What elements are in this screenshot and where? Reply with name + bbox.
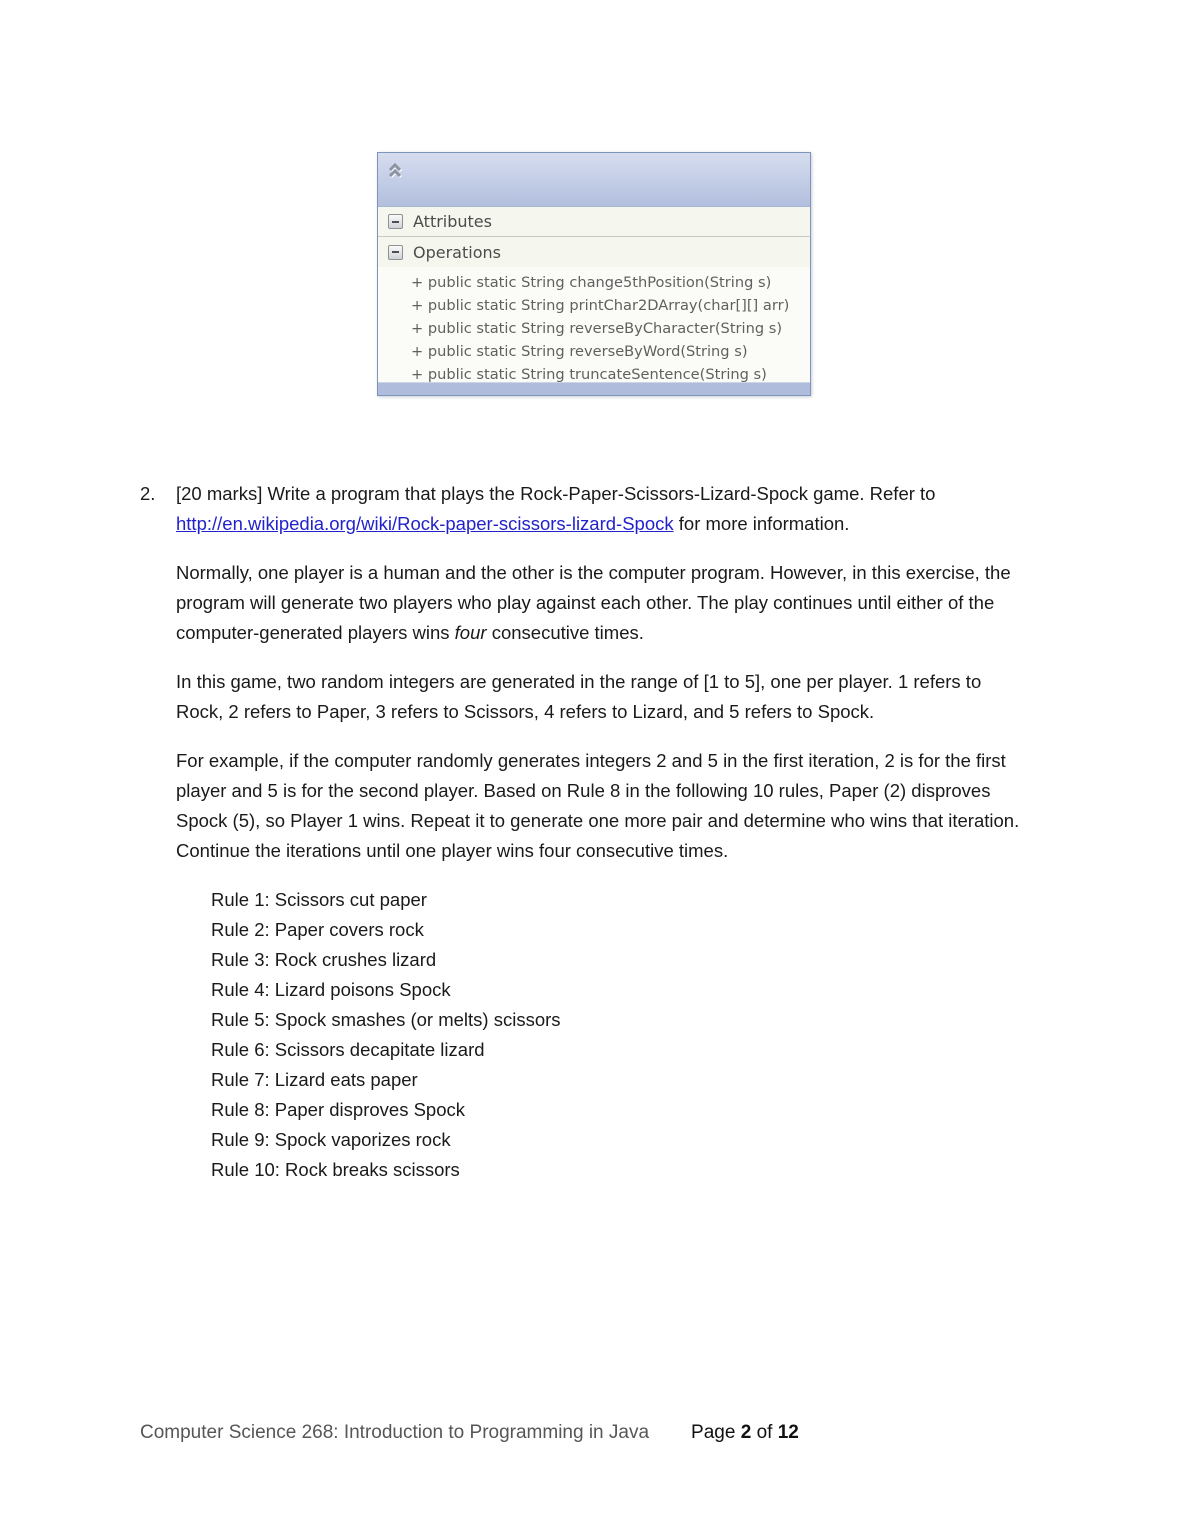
attributes-section-label: Attributes: [413, 212, 492, 231]
rule-item: Rule 3: Rock crushes lizard: [211, 949, 437, 970]
uml-bottom-strip: [378, 382, 810, 395]
uml-section-operations: [378, 237, 810, 267]
minus-box-icon[interactable]: [388, 245, 403, 260]
question-intro-paragraph: [176, 479, 1032, 539]
paragraph-players: [176, 558, 1032, 648]
rule-item: Rule 6: Scissors decapitate lizard: [211, 1039, 485, 1060]
paragraph-game-description: In this game, two random integers are generated in the range of [1 to 5], one per player. 1 refers to Rock, 2 refers to Paper, 3 refers to Scissors, 4 refers to Lizard, and 5 refers to Spock.: [176, 671, 982, 722]
paragraph-example: For example, if the computer randomly generates integers 2 and 5 in the first iteration, 2 is for the first player and 5 is for the second player. Based on Rule 8 in the following 10 rules, Paper (2) disproves Spock (5), so Player 1 wins. Repeat it to generate one more pair and determine who wins that iteration. Continue the iterations until one player wins four consecutive times.: [176, 750, 1020, 861]
footer-page-number: 2: [740, 1422, 752, 1443]
wikipedia-link[interactable]: http://en.wikipedia.org/wiki/Rock-paper-scissors-lizard-Spock: [176, 513, 674, 534]
rule-item: Rule 4: Lizard poisons Spock: [211, 979, 451, 1000]
uml-operations-list: [378, 267, 810, 382]
uml-operation: + public static String change5thPosition(String s): [411, 274, 772, 291]
rule-item: Rule 8: Paper disproves Spock: [211, 1099, 465, 1120]
footer-page-info: [691, 1420, 799, 1446]
uml-operation: + public static String printChar2DArray(char[][] arr): [411, 297, 790, 314]
rule-item: Rule 9: Spock vaporizes rock: [211, 1129, 451, 1150]
uml-operation: + public static String truncateSentence(String s): [411, 366, 767, 382]
uml-panel-header: [378, 153, 810, 207]
footer-course-title: Computer Science 268: Introduction to Programming in Java: [140, 1422, 650, 1443]
rule-item: Rule 5: Spock smashes (or melts) scissors: [211, 1009, 561, 1030]
uml-class-panel: [377, 152, 811, 396]
italic-word: four: [454, 622, 487, 643]
rule-item: Rule 10: Rock breaks scissors: [211, 1159, 460, 1180]
uml-operation: + public static String reverseByCharacter(String s): [411, 320, 783, 337]
uml-section-attributes: [378, 207, 810, 237]
double-chevron-up-icon[interactable]: [384, 158, 406, 180]
intro-text-before-link: [20 marks] Write a program that plays the Rock-Paper-Scissors-Lizard-Spock game. Refer to: [176, 483, 936, 504]
minus-box-icon[interactable]: [388, 214, 403, 229]
footer-of-label: of: [756, 1422, 773, 1443]
page-footer: [140, 1420, 1050, 1446]
rule-item: Rule 7: Lizard eats paper: [211, 1069, 418, 1090]
rules-list: [211, 885, 1032, 1185]
question-number: 2.: [140, 483, 156, 504]
uml-operation: + public static String reverseByWord(String s): [411, 343, 748, 360]
rule-item: Rule 2: Paper covers rock: [211, 919, 424, 940]
question-2-block: [140, 479, 1032, 1185]
operations-section-label: Operations: [413, 242, 501, 262]
intro-text-after-link: for more information.: [673, 513, 850, 534]
paragraph-players-text-end: consecutive times.: [486, 622, 644, 643]
footer-page-label: Page: [691, 1422, 736, 1443]
rule-item: Rule 1: Scissors cut paper: [211, 889, 427, 910]
footer-page-total: 12: [777, 1422, 799, 1443]
paragraph-players-text: Normally, one player is a human and the other is the computer program. However, in this exercise, the program will generate two players who play against each other. The play continues until either of the computer-generated players wins: [176, 562, 1011, 643]
